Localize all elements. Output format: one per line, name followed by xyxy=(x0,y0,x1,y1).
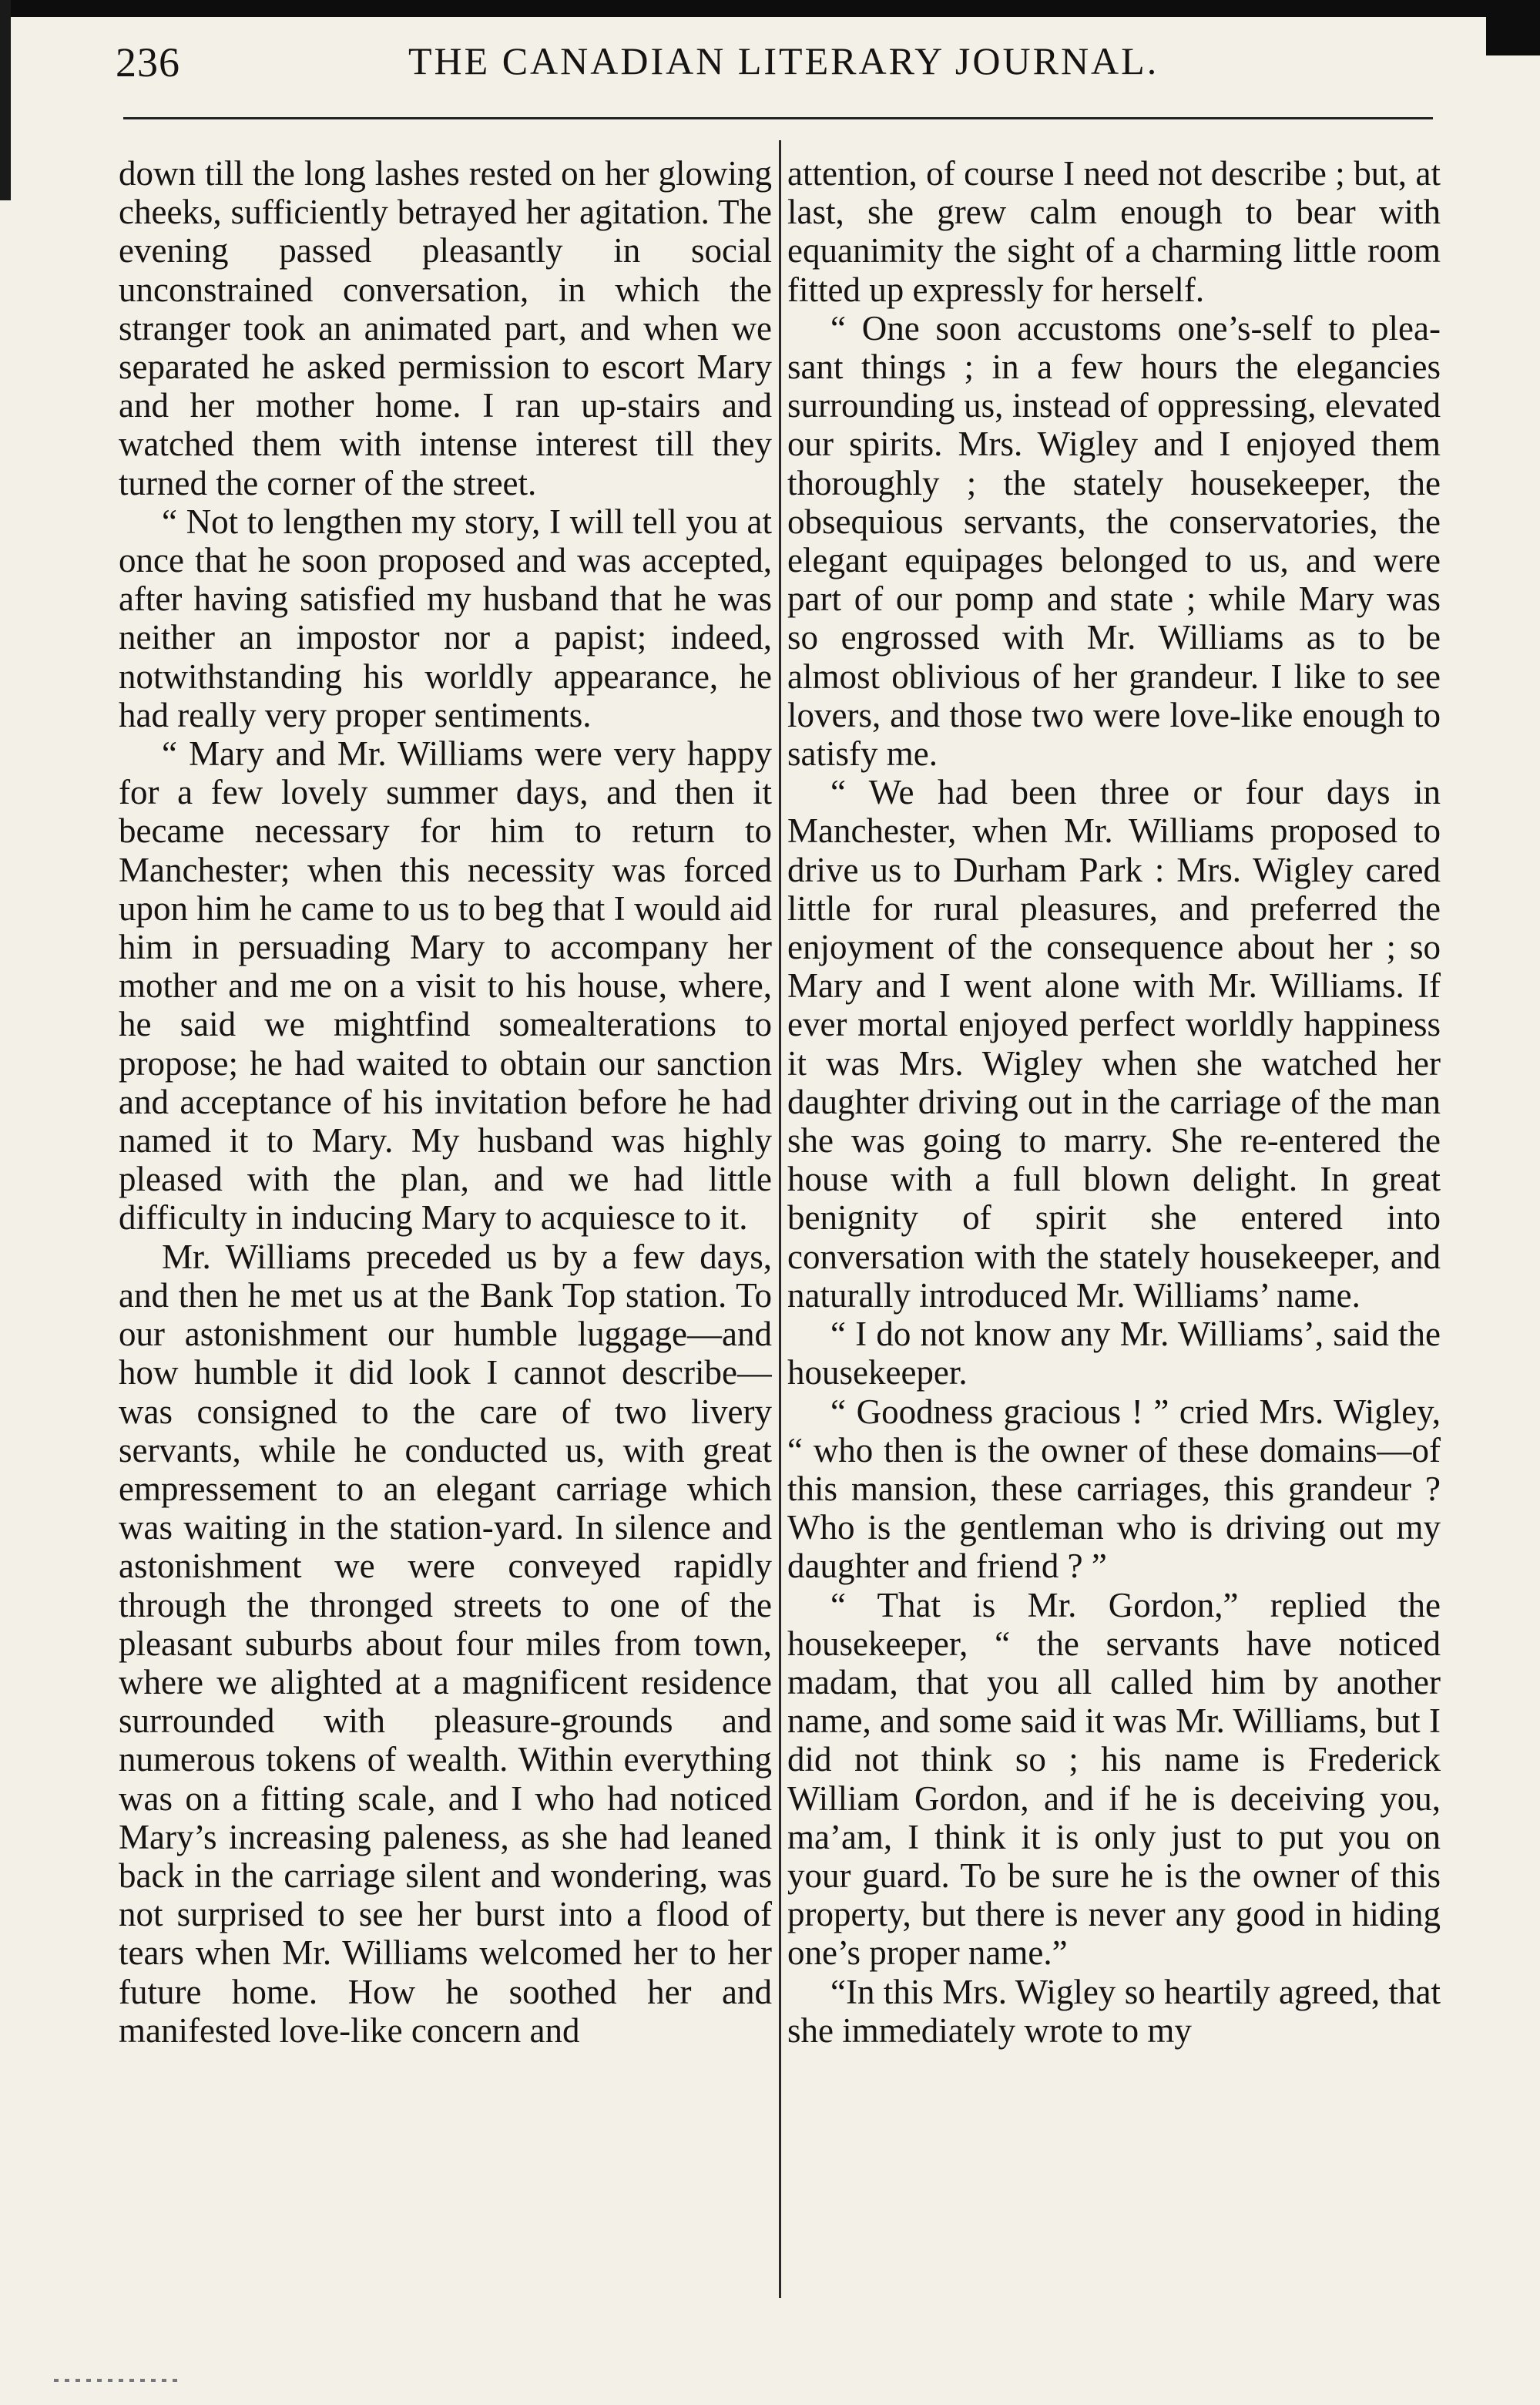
paragraph: “ Mary and Mr. Williams were very happy for a few lovely summer days, and then it became necessary for him to return to Manchester; when this necessity was forced upon him he came to us to beg that I would aid him in persuading Mary to accompany her mother and me on a visit to his house, where, he said we mightfind somealterations to propose; he had waited to obtain our sanction and acceptance of his invitation before he had named it to Mary. My husband was highly pleased with the plan, and we had little difficulty in inducing Mary to acquiesce to it. xyxy=(119,734,772,1238)
scan-left-border xyxy=(0,0,11,200)
paragraph: “ We had been three or four days in Manchester, when Mr. Williams proposed to drive us to Durham Park : Mrs. Wigley cared little for rural pleasures, and preferred the enjoyment of the consequence about her ; so Mary and I went alone with Mr. Williams. If ever mortal enjoyed perfect worldly happiness it was Mrs. Wigley when she watched her daughter driving out in the carriage of the man she was going to marry. She re-entered the house with a full blown delight. In great benignity of spirit she entered into conversation with the stately housekeeper, and naturally introduced Mr. Williams’ name. xyxy=(787,773,1441,1315)
page-number: 236 xyxy=(116,39,180,86)
scan-artifact xyxy=(54,2379,177,2382)
paragraph: “In this Mrs. Wigley so heartily agreed, that she immediately wrote to my xyxy=(787,1972,1441,2050)
paragraph: “ One soon accustoms one’s-self to pleasant things ; in a few hours the elegancies surrounding us, instead of oppressing, elevated our spirits. Mrs. Wigley and I enjoyed them thoroughly ; the stately housekeeper, the obsequious servants, the conservatories, the elegant equipages belonged to us, and were part of our pomp and state ; while Mary was so engrossed with Mr. Williams as to be almost oblivious of her grandeur. I like to see lovers, and those two were love-like enough to satisfy me. xyxy=(787,308,1441,774)
paragraph: Mr. Williams preceded us by a few days, and then he met us at the Bank Top station. To our astonishment our humble luggage—and how humble it did look I cannot describe—was consigned to the care of two livery servants, while he conducted us, with great empressement to an elegant carriage which was waiting in the station-yard. In silence and astonishment we were conveyed rapidly through the thronged streets to one of the pleasant suburbs about four miles from town, where we alighted at a magnificent residence surrounded with pleasure-grounds and numerous tokens of wealth. Within everything was on a fitting scale, and I who had noticed Mary’s increasing paleness, as she had leaned back in the carriage silent and wondering, was not surprised to see her burst into a flood of tears when Mr. Williams welcomed her to her future home. How he soothed her and manifested love-like concern and xyxy=(119,1237,772,2050)
paragraph: “ That is Mr. Gordon,” replied the housekeeper, “ the servants have noticed madam, that you all called him by another name, and some said it was Mr. Williams, but I did not think so ; his name is Frederick William Gordon, and if he is deceiving you, ma’am, I think it is only just to put you on your guard. To be sure he is the owner of this property, but there is never any good in hiding one’s proper name.” xyxy=(787,1585,1441,1973)
paragraph: down till the long lashes rested on her glowing cheeks, sufficiently betrayed her agitation. The evening passed pleasantly in social unconstrained conversation, in which the stranger took an animated part, and when we separated he asked permission to escort Mary and her mother home. I ran up-stairs and watched them with intense interest till they turned the corner of the street. xyxy=(119,154,772,502)
scan-top-border xyxy=(0,0,1540,17)
running-title: THE CANADIAN LITERARY JOURNAL. xyxy=(408,39,1159,82)
page-header xyxy=(116,28,1471,97)
header-rule xyxy=(123,117,1433,119)
paragraph: “ Not to lengthen my story, I will tell you at once that he soon proposed and was accepted, after having satisfied my husband that he was neither an impostor nor a papist; indeed, notwithstanding his worldly appearance, he had really very proper sentiments. xyxy=(119,502,772,734)
paragraph: “ I do not know any Mr. Williams’, said the housekeeper. xyxy=(787,1315,1441,1392)
paragraph: attention, of course I need not describe ; but, at last, she grew calm enough to bear with equanimity the sight of a charming little room fitted up expressly for herself. xyxy=(787,154,1441,309)
left-column xyxy=(119,154,772,2296)
scan-corner-mark xyxy=(1486,0,1540,55)
right-column xyxy=(787,154,1441,2296)
column-divider xyxy=(779,140,781,2298)
paragraph: “ Goodness gracious ! ” cried Mrs. Wigley, “ who then is the owner of these domains—of this mansion, these carriages, this grandeur ? Who is the gentleman who is driving out my daughter and friend ? ” xyxy=(787,1392,1441,1586)
